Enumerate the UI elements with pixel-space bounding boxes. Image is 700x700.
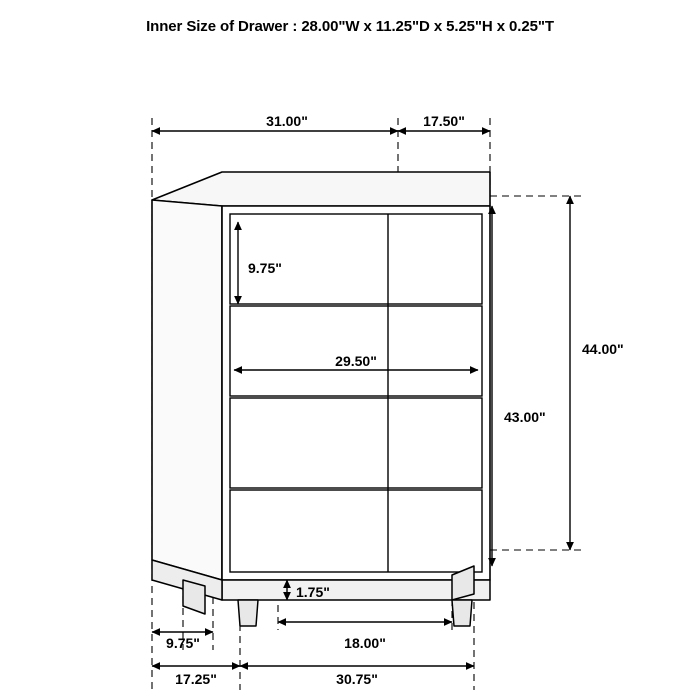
chest-body <box>152 172 490 580</box>
dim-drawer-front-width: 29.50" <box>335 353 377 369</box>
dim-body-height: 43.00" <box>504 409 546 425</box>
dim-base-depth: 17.25" <box>175 671 217 687</box>
dim-top-depth: 17.50" <box>423 113 465 129</box>
dim-foot-depth: 9.75" <box>166 635 200 651</box>
dim-overall-height: 44.00" <box>582 341 624 357</box>
dim-overall-width: 30.75" <box>336 671 378 687</box>
page-title: Inner Size of Drawer : 28.00"W x 11.25"D x 5.25"H x 0.25"T <box>146 18 554 35</box>
dim-drawer-height: 9.75" <box>248 260 282 276</box>
dim-top-width: 31.00" <box>266 113 308 129</box>
dim-base-height: 1.75" <box>296 584 330 600</box>
dim-base-front-width: 18.00" <box>344 635 386 651</box>
